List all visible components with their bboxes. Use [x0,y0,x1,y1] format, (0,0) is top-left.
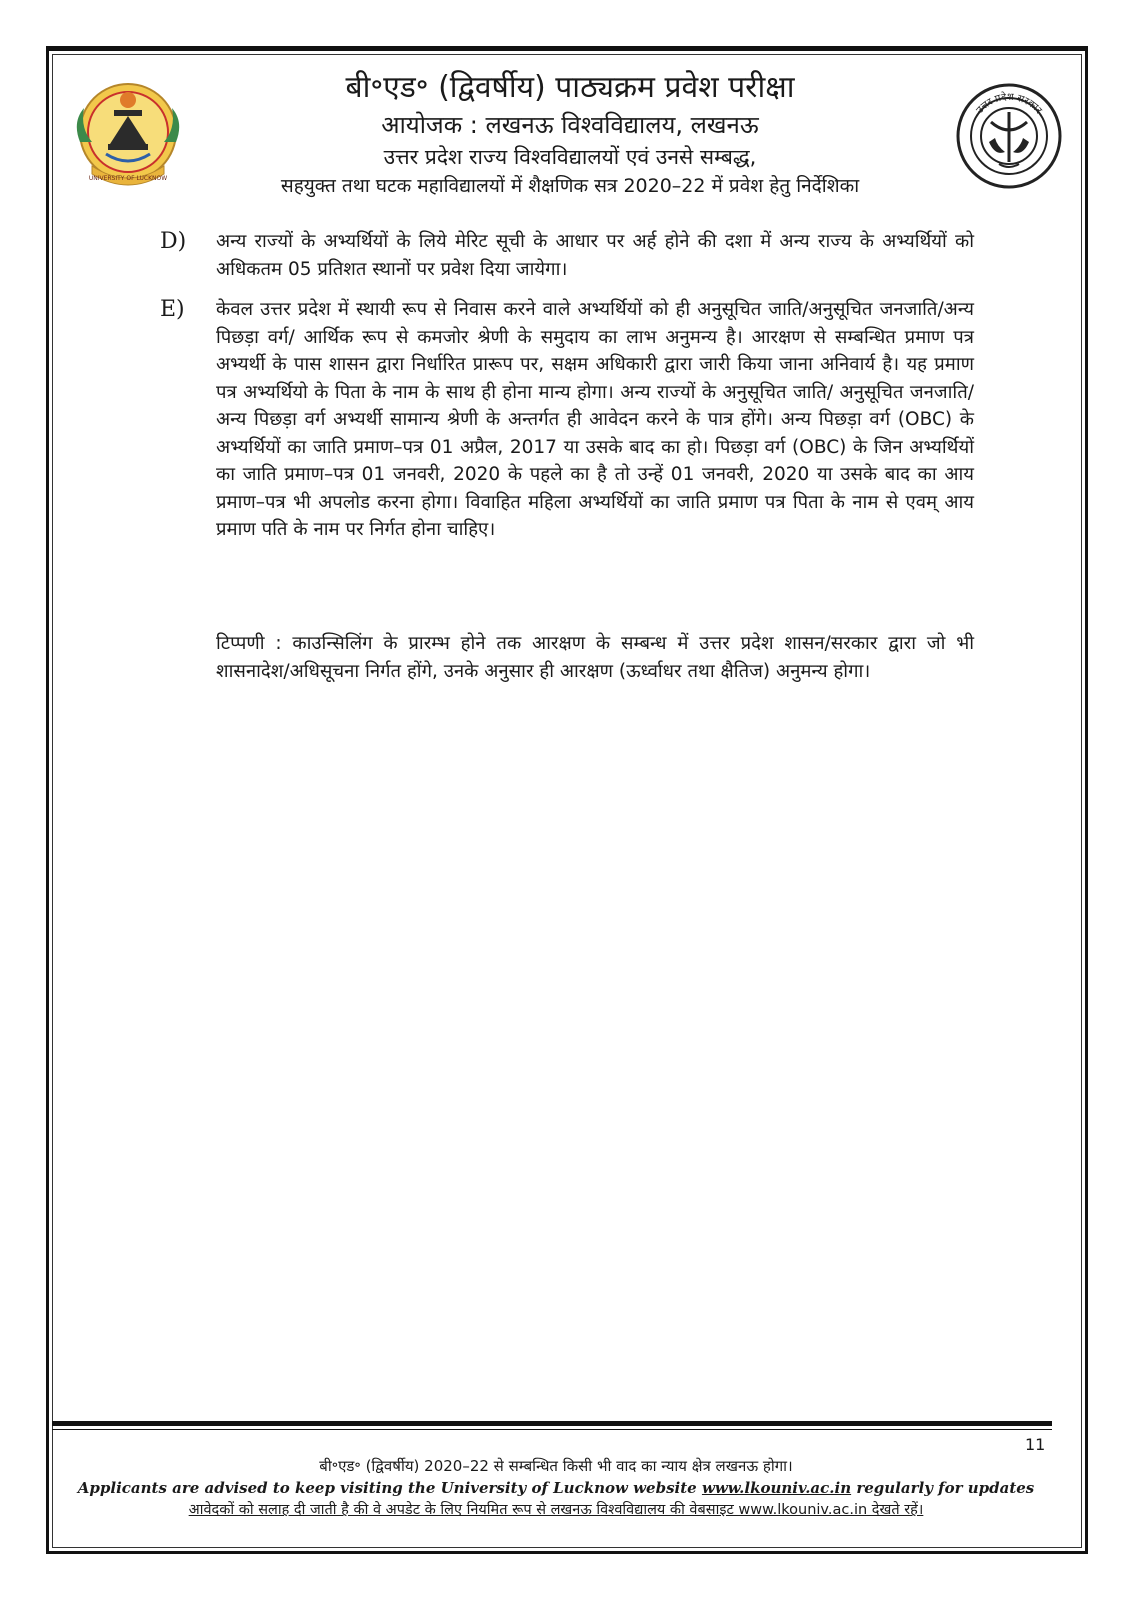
footer-divider [52,1421,1052,1426]
seal-text: उत्तर प्रदेश सरकार [974,91,1044,117]
item-marker: E) [160,297,185,322]
note-paragraph: टिप्पणी : काउन्सिलिंग के प्रारम्भ होने तक आरक्षण के सम्बन्ध में उत्तर प्रदेश शासन/सरकार द्वारा जो भी शासनादेश/अधिसूचना निर्गत होंगे, उनके अनुसार ही आरक्षण (ऊर्ध्वाधर तथा क्षैतिज) अनुमन्य होगा। [216,633,974,682]
footer-english-text-end: regularly for updates [851,1479,1035,1497]
header-subtitle-line2: सहयुक्त तथा घटक महाविद्यालयों में शैक्षणिक सत्र 2020–22 में प्रवेश हेतु निर्देशिका [280,175,860,197]
item-marker: D) [160,229,187,254]
document-header [200,68,940,200]
header-subtitle-line1: उत्तर प्रदेश राज्य विश्वविद्यालयों एवं उनसे सम्बद्ध, [383,145,757,169]
item-text: अन्य राज्यों के अभ्यर्थियों के लिये मेरिट सूची के आधार पर अर्ह होने की दशा में अन्य राज्य के अभ्यर्थियों को अधिकतम 05 प्रतिशत स्थानों पर प्रवेश दिया जायेगा। [216,231,974,280]
footer-divider-thin [52,1429,1052,1430]
page-footer [56,1455,1056,1521]
emblem-text: UNIVERSITY OF LUCKNOW [88,175,168,182]
footer-jurisdiction: बी॰एड॰ (द्विवर्षीय) 2020–22 से सम्बन्धित किसी भी वाद का न्याय क्षेत्र लखनऊ होगा। [319,1457,793,1475]
footer-english-text: Applicants are advised to keep visiting the University of Lucknow website [77,1479,702,1497]
university-emblem-logo [66,72,190,196]
website-link[interactable]: www.lkouniv.ac.in [701,1479,852,1497]
header-organizer: आयोजक : लखनऊ विश्वविद्यालय, लखनऊ [381,111,759,139]
footer-english-notice [56,1477,1056,1499]
page-number: 11 [1025,1435,1046,1454]
item-text: केवल उत्तर प्रदेश में स्थायी रूप से निवास करने वाले अभ्यर्थियों को ही अनुसूचित जाति/अनुसूचित जनजाति/अन्य पिछड़ा वर्ग/ आर्थिक रूप से कमजोर श्रेणी के समुदाय का लाभ अनुमन्य है। आरक्षण से सम्बन्धित प्रमाण पत्र अभ्यर्थी के पास शासन द्वारा निर्धारित प्रारूप पर, सक्षम अधिकारी द्वारा जारी किया जाना अनिवार्य है। यह प्रमाण पत्र अभ्यर्थियो के पिता के नाम के साथ ही होना मान्य होगा। अन्य राज्यों के अनुसूचित जाति/ अनुसूचित जनजाति/ अन्य पिछड़ा वर्ग अभ्यर्थी सामान्य श्रेणी के अन्तर्गत ही आवेदन करने के पात्र होंगे। अन्य पिछड़ा वर्ग (OBC) के अभ्यर्थियों का जाति प्रमाण–पत्र 01 अप्रैल, 2017 या उसके बाद का हो। पिछड़ा वर्ग (OBC) के जिन अभ्यर्थियों का जाति प्रमाण–पत्र 01 जनवरी, 2020 के पहले का है तो उन्हें 01 जनवरी, 2020 या उसके बाद का आय प्रमाण–पत्र भी अपलोड करना होगा। विवाहित महिला अभ्यर्थियों का जाति प्रमाण पत्र पिता के नाम से एवम् आय प्रमाण पति के नाम पर निर्गत होना चाहिए। [216,299,974,540]
footer-hindi-notice: आवेदकों को सलाह दी जाती है की वे अपडेट के लिए नियमित रूप से लखनऊ विश्वविद्यालय की वेबसाइट www.lkouniv.ac.in देखते रहें। [188,1502,924,1518]
header-title: बी॰एड॰ (द्विवर्षीय) पाठ्यक्रम प्रवेश परीक्षा [345,70,795,105]
up-government-seal-logo [955,82,1063,190]
